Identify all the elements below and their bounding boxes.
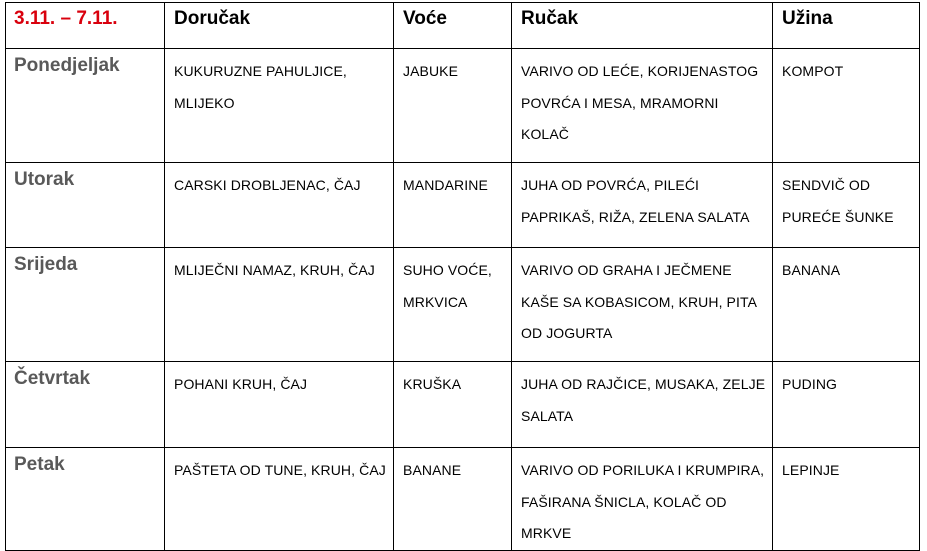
fruit-text: MANDARINE xyxy=(403,177,488,193)
header-cell-fruit xyxy=(394,3,512,49)
lunch-cell xyxy=(512,248,773,362)
header-cell-snack xyxy=(773,3,920,49)
day-label: Srijeda xyxy=(14,254,78,275)
week-range-cell xyxy=(6,3,165,49)
breakfast-text: POHANI KRUH, ČAJ xyxy=(174,376,308,392)
fruit-text: KRUŠKA xyxy=(403,376,462,392)
table-row xyxy=(6,362,920,448)
breakfast-cell xyxy=(165,362,394,448)
lunch-text: JUHA OD POVRĆA, PILEĆI PAPRIKAŠ, RIŽA, ZELENA SALATA xyxy=(521,177,750,225)
fruit-text: JABUKE xyxy=(403,63,459,79)
fruit-cell xyxy=(394,248,512,362)
fruit-cell xyxy=(394,362,512,448)
day-cell xyxy=(6,362,165,448)
fruit-cell xyxy=(394,448,512,551)
fruit-cell xyxy=(394,163,512,248)
day-label: Četvrtak xyxy=(14,368,91,389)
lunch-cell xyxy=(512,49,773,163)
column-header-lunch: Ručak xyxy=(521,8,579,29)
table-row xyxy=(6,163,920,248)
day-cell xyxy=(6,448,165,551)
fruit-text: SUHO VOĆE, MRKVICA xyxy=(403,262,492,310)
lunch-text: JUHA OD RAJČICE, MUSAKA, ZELJE SALATA xyxy=(521,376,766,424)
column-header-breakfast: Doručak xyxy=(174,8,251,29)
breakfast-cell xyxy=(165,248,394,362)
column-header-snack: Užina xyxy=(782,8,833,29)
lunch-text: VARIVO OD LEĆE, KORIJENASTOG POVRĆA I MESA, MRAMORNI KOLAČ xyxy=(521,63,759,142)
snack-cell xyxy=(773,448,920,551)
snack-cell xyxy=(773,49,920,163)
snack-text: PUDING xyxy=(782,376,838,392)
breakfast-text: CARSKI DROBLJENAC, ČAJ xyxy=(174,177,361,193)
lunch-cell xyxy=(512,448,773,551)
day-label: Utorak xyxy=(14,169,75,190)
day-cell xyxy=(6,248,165,362)
weekly-menu-table xyxy=(5,2,920,551)
table-row xyxy=(6,49,920,163)
snack-text: LEPINJE xyxy=(782,462,840,478)
lunch-cell xyxy=(512,362,773,448)
lunch-text: VARIVO OD GRAHA I JEČMENE KAŠE SA KOBASICOM, KRUH, PITA OD JOGURTA xyxy=(521,262,757,341)
column-header-fruit: Voće xyxy=(403,8,448,29)
lunch-cell xyxy=(512,163,773,248)
fruit-text: BANANE xyxy=(403,462,462,478)
table-row xyxy=(6,448,920,551)
snack-text: BANANA xyxy=(782,262,841,278)
breakfast-cell xyxy=(165,448,394,551)
day-label: Ponedjeljak xyxy=(14,55,120,76)
breakfast-cell xyxy=(165,49,394,163)
header-row xyxy=(6,3,920,49)
day-cell xyxy=(6,163,165,248)
table-row xyxy=(6,248,920,362)
breakfast-cell xyxy=(165,163,394,248)
day-cell xyxy=(6,49,165,163)
snack-cell xyxy=(773,362,920,448)
breakfast-text: KUKURUZNE PAHULJICE, MLIJEKO xyxy=(174,63,347,111)
snack-cell xyxy=(773,248,920,362)
snack-text: SENDVIČ OD PUREĆE ŠUNKE xyxy=(782,177,894,225)
snack-text: KOMPOT xyxy=(782,63,844,79)
lunch-text: VARIVO OD PORILUKA I KRUMPIRA, FAŠIRANA ŠNICLA, KOLAČ OD MRKVE xyxy=(521,462,765,541)
day-label: Petak xyxy=(14,454,65,475)
snack-cell xyxy=(773,163,920,248)
breakfast-text: PAŠTETA OD TUNE, KRUH, ČAJ xyxy=(174,462,386,478)
week-range: 3.11. – 7.11. xyxy=(14,8,118,29)
fruit-cell xyxy=(394,49,512,163)
breakfast-text: MLIJEČNI NAMAZ, KRUH, ČAJ xyxy=(174,262,375,278)
header-cell-breakfast xyxy=(165,3,394,49)
header-cell-lunch xyxy=(512,3,773,49)
